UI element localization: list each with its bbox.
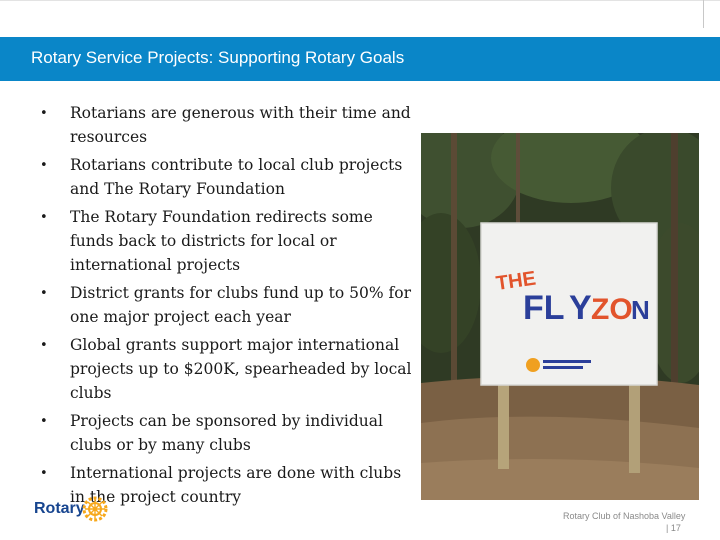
bullet-dot: •: [40, 414, 48, 430]
bullet-item: [40, 154, 420, 201]
bullet-text: International projects are done with clubs in the project country: [70, 464, 402, 506]
bullet-dot: •: [40, 466, 48, 482]
rotary-wheel-icon: [82, 496, 108, 522]
svg-text:ZO: ZO: [591, 293, 633, 326]
footer-club-name: Rotary Club of Nashoba Valley: [563, 511, 686, 521]
bullet-dot: •: [40, 286, 48, 302]
bullet-item: [40, 102, 420, 149]
bullet-dot: •: [40, 106, 48, 121]
bullet-dot: •: [40, 338, 48, 354]
svg-text:Y: Y: [569, 289, 592, 327]
bullet-text: The Rotary Foundation redirects some funds back to districts for local or international projects: [70, 208, 373, 274]
top-rule: [0, 0, 720, 1]
svg-text:N: N: [631, 295, 650, 325]
rotary-logo-text: Rotary: [34, 500, 85, 517]
bullet-dot: •: [40, 158, 48, 174]
title-bar: [0, 37, 720, 81]
bullet-text: Rotarians are generous with their time and resources: [70, 104, 411, 146]
rotary-logo: [34, 496, 114, 524]
bullet-list: [40, 102, 420, 515]
bullet-text: District grants for clubs fund up to 50% for one major project each year: [70, 284, 411, 326]
footer-page-number: | 17: [666, 523, 681, 533]
bullet-text: Rotarians contribute to local club projects and The Rotary Foundation: [70, 156, 403, 198]
bullet-item: [40, 282, 420, 329]
bullet-text: Global grants support major international projects up to $200K, spearheaded by local clubs: [70, 336, 412, 402]
slide-title: Rotary Service Projects: Supporting Rotary Goals: [31, 48, 405, 67]
bullet-dot: •: [40, 210, 48, 226]
bullet-item: [40, 410, 420, 457]
bullet-text: Projects can be sponsored by individual clubs or by many clubs: [70, 412, 383, 454]
bullet-item: [40, 206, 420, 277]
photo-illustration: [421, 133, 699, 500]
top-tick: [703, 0, 704, 28]
svg-text:FL: FL: [523, 289, 565, 327]
svg-text:THE: THE: [494, 267, 538, 295]
bullet-item: [40, 334, 420, 405]
flyzone-sign-photo: [421, 133, 699, 500]
